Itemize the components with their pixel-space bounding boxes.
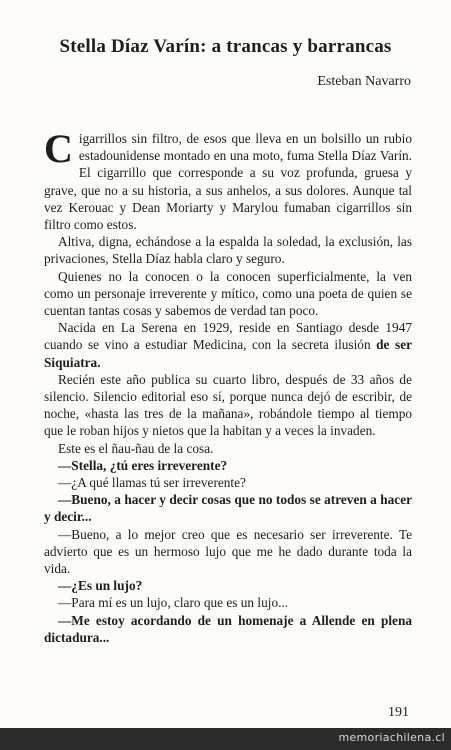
interview-question: —Me estoy acordando de un homenaje a Allende en plena dictadura...: [44, 612, 412, 645]
article-body: [44, 126, 412, 646]
paragraph: Altiva, digna, echándose a la espalda la soledad, la exclusión, las privaciones, Stella Díaz habla claro y seguro.: [44, 234, 412, 267]
paragraph-text: igarrillos sin filtro, de esos que lleva en un bolsillo un rubio estadounidense montado en una moto, fuma Stella Díaz Varín. El cigarrillo que corresponde a su voz profunda, gruesa y grave, que no a su historia, a sus anhelos, a sus dolores. Aunque tal vez Kerouac y Dean Moriarty y Marylou fumaban cigarrillos sin filtro como estos.: [44, 131, 412, 233]
paragraph: [44, 126, 412, 233]
paragraph-text: Nacida en La Serena en 1929, reside en Santiago desde 1947 cuando se vino a estudiar Medicina, con la secreta ilusión: [44, 320, 412, 353]
paragraph-text-bold: de ser Siquiatra.: [44, 337, 412, 370]
watermark-text: memoriachilena.cl: [338, 731, 445, 744]
article-title: Stella Díaz Varín: a trancas y barrancas: [59, 36, 392, 57]
paragraph: Recién este año publica su cuarto libro, después de 33 años de silencio. Silencio editorial eso sí, porque nunca dejó de escribir, de noche, «hasta las tres de la mañana», robándole tiempo al tiempo que le roban hijos y nietos que la habitan y a veces la invaden.: [44, 371, 412, 439]
paragraph: [44, 319, 412, 371]
interview-question: —Bueno, a hacer y decir cosas que no todos se atreven a hacer y decir...: [44, 492, 412, 525]
paragraph: Quienes no la conocen o la conocen superficialmente, la ven como un personaje irreverente y mítico, como una poeta de quien se cuentan tantas cosas y sabemos de verdad tan poco.: [44, 268, 412, 319]
author-name: Esteban Navarro: [317, 74, 411, 89]
drop-cap: C: [44, 126, 73, 171]
interview-question: —Stella, ¿tú eres irreverente?: [58, 457, 228, 473]
interview-answer: —Bueno, a lo mejor creo que es necesario ser irreverente. Te advierto que es un hermoso lujo que me he dado durante toda la vida.: [44, 526, 412, 577]
interview-answer: —¿A qué llamas tú ser irreverente?: [58, 475, 246, 491]
watermark-bar: [0, 728, 451, 750]
page-number: 191: [388, 705, 409, 720]
paragraph: Este es el ñau-ñau de la cosa.: [58, 440, 214, 456]
interview-question: —¿Es un lujo?: [58, 578, 143, 594]
interview-answer: —Para mí es un lujo, claro que es un lujo...: [58, 595, 289, 611]
